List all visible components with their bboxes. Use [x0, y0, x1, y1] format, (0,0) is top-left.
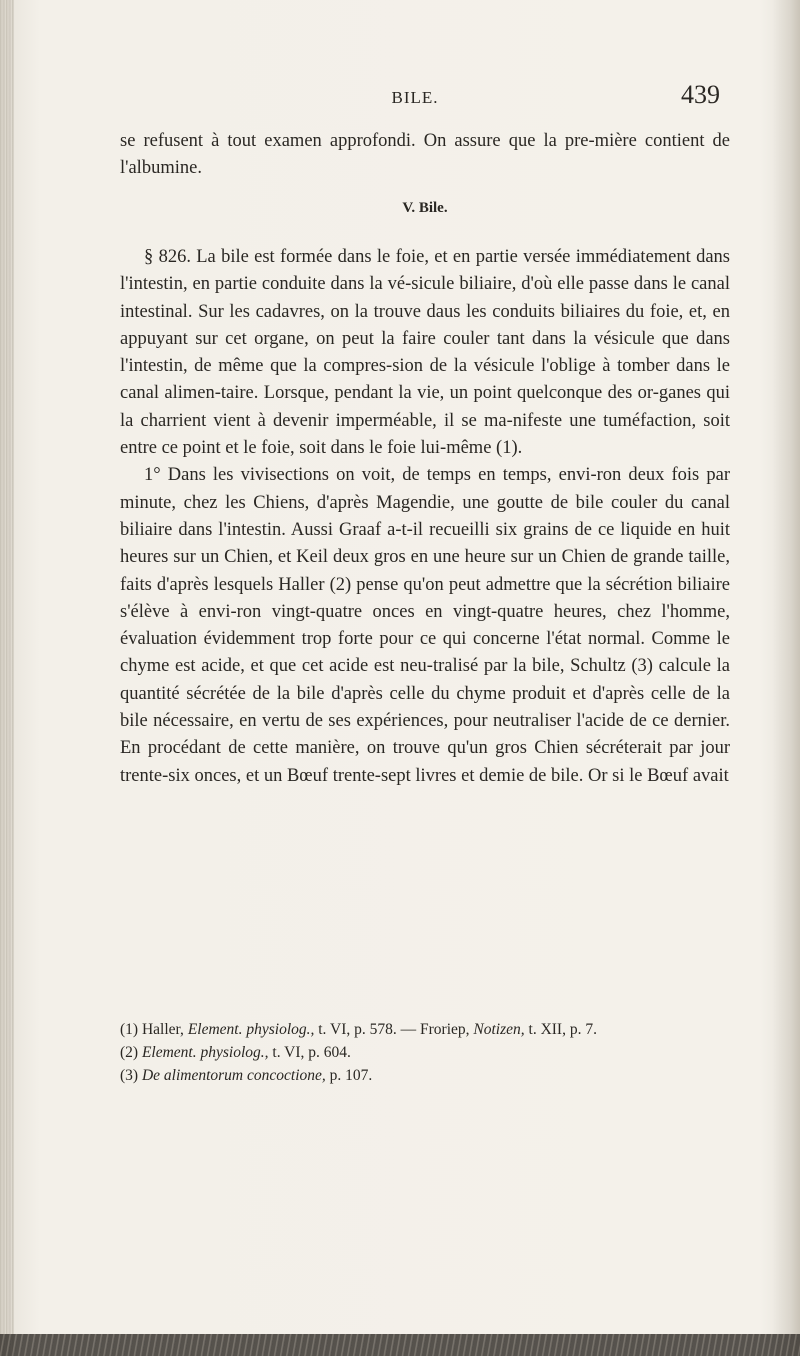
paragraph-826: § 826. La bile est formée dans le foie, et en partie versée immédiatement dans l'intestin, en partie conduite dans la vé-sicule biliaire, d'où elle passe dans le canal intestinal. Sur les cadavres, on la trouve daus les conduits biliaires du foie, et, en appuyant sur cet organe, on peut la faire couler tant dans la vésicule que dans l'intestin, de même que la compres-sion de la vésicule l'oblige à tomber dans le canal alimen-taire. Lorsque, pendant la vie, un point quelconque des or-ganes qui la charrient vient à devenir imperméable, il se ma-nifeste une tuméfaction, soit entre ce point et le foie, soit dans le foie lui-même (1).: [120, 247, 730, 459]
footnote-3-rest: p. 107.: [329, 1067, 373, 1084]
page-header: [110, 80, 720, 122]
section-title: V. Bile.: [402, 200, 448, 216]
body-text: [120, 244, 730, 790]
footnotes: [120, 1018, 730, 1087]
footnote-1-rest: t. VI, p. 578. — Froriep,: [318, 1021, 470, 1038]
footnote-1-title2: Notizen,: [473, 1021, 525, 1038]
footnote-2-marker: (2): [120, 1044, 139, 1061]
footnote-2: [120, 1041, 730, 1064]
footnote-1-marker: (1): [120, 1021, 139, 1038]
footnote-3-marker: (3): [120, 1067, 139, 1084]
page-binding-edge: [0, 0, 14, 1356]
footnote-1-title: Element. physiolog.,: [187, 1021, 315, 1038]
page-bottom-edge: [0, 1334, 800, 1356]
paragraph-vivisections: 1° Dans les vivisections on voit, de temps en temps, envi-ron deux fois par minute, chez les Chiens, d'après Magendie, une goutte de bile couler du canal biliaire dans l'intestin. Aussi Graaf a-t-il recueilli six grains de ce liquide en huit heures sur un Chien, et Keil deux gros en une heure sur un Chien de grande taille, faits d'après lesquels Haller (2) pense qu'on peut admettre que la sécrétion biliaire s'élève à envi-ron vingt-quatre onces en vingt-quatre heures, chez l'homme, évaluation évidemment trop forte pour ce qui concerne l'état normal. Comme le chyme est acide, et que cet acide est neu-tralisé par la bile, Schultz (3) calcule la quantité sécrétée de la bile d'après celle du chyme produit et d'après celle de la bile nécessaire, en vertu de ses expériences, pour neutraliser l'acide de ce dernier. En procédant de cette manière, on trouve qu'un gros Chien sécréterait par jour trente-six onces, et un Bœuf trente-sept livres et demie de bile. Or si le Bœuf avait: [120, 465, 730, 786]
footnote-1-rest2: t. XII, p. 7.: [528, 1021, 597, 1038]
footnote-3-title: De alimentorum concoctione,: [141, 1067, 326, 1084]
footnote-2-rest: t. VI, p. 604.: [272, 1044, 351, 1061]
footnote-1: [120, 1018, 730, 1041]
intro-paragraph: se refusent à tout examen approfondi. On assure que la pre-mière contient de l'albumine.: [120, 131, 730, 179]
page-number: 439: [681, 80, 720, 109]
footnote-2-title: Element. physiolog.,: [141, 1044, 269, 1061]
running-head: BILE.: [391, 88, 439, 107]
intro-text: [120, 128, 730, 183]
page-right-shadow: [772, 0, 800, 1356]
footnote-3: [120, 1064, 730, 1087]
footnote-1-author: Haller,: [141, 1021, 184, 1038]
